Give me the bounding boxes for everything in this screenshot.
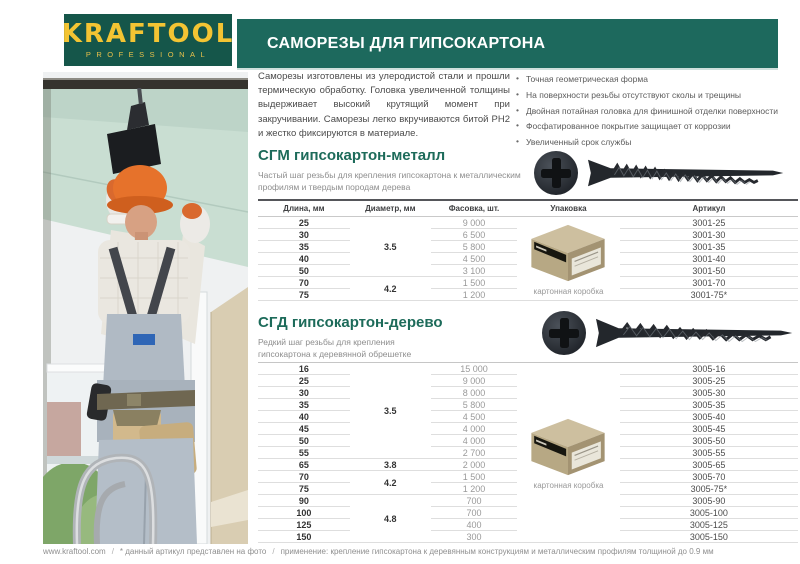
- website-link[interactable]: www.kraftool.com: [43, 547, 106, 556]
- window-sill: [47, 364, 111, 372]
- table-row: 55 2 700 3005-55: [258, 447, 798, 459]
- feature-item: • На поверхности резьбы отсутствуют сколы и трещины: [516, 90, 798, 100]
- phillips-cross-icon: [552, 158, 561, 188]
- intro-paragraph: Саморезы изготовлены из улеродистой стали и прошли термическую обработку. Головка увеличенной толщины выдерживает высокий крутящий момент при закручивании. Саморезы легко вкручиваются битой PH2 и жестко фиксируются в материале.: [258, 71, 510, 139]
- table-row: 45 4 000 3005-45: [258, 423, 798, 435]
- table-row: 75 1 200 3001-75*: [258, 289, 798, 301]
- table-row: 75 1 200 3005-75*: [258, 483, 798, 495]
- worker-photo: [43, 72, 248, 544]
- sgd-table: [258, 362, 798, 543]
- table-row: 65 3.8 2 000 3005-65: [258, 459, 798, 471]
- table-row: 30 6 500 3001-30: [258, 229, 798, 241]
- feature-item: • Двойная потайная головка для финишной отделки поверхности: [516, 106, 798, 116]
- section-title-sgd: СГД гипсокартон-дерево: [258, 314, 443, 331]
- brand-logo: [61, 14, 235, 66]
- table-row: 35 5 800 3001-35: [258, 241, 798, 253]
- brand-tagline: PROFESSIONAL: [85, 50, 211, 59]
- table-row: 30 8 000 3005-30: [258, 387, 798, 399]
- screw-head-image: [534, 151, 578, 195]
- table-row: 16 3.5 15 000 картонная коробка 3005-16: [258, 363, 798, 375]
- sgm-table: [258, 199, 798, 301]
- table-header-row: [258, 200, 798, 217]
- overalls-bib: [103, 314, 185, 388]
- section-title-sgm: СГМ гипсокартон-металл: [258, 147, 446, 164]
- col-header-packing: Фасовка, шт.: [431, 200, 517, 217]
- package-caption: картонная коробка: [533, 480, 604, 490]
- page-title-bar: [237, 19, 778, 70]
- footer-separator: /: [272, 547, 275, 556]
- ceiling-track: [43, 80, 248, 89]
- feature-item: • Фосфатированное покрытие защищает от коррозии: [516, 121, 798, 131]
- col-header-sku: Артикул: [620, 200, 798, 217]
- package-caption: картонная коробка: [533, 286, 604, 296]
- table-row: 50 3 100 3001-50: [258, 265, 798, 277]
- table-row: 35 5 800 3005-35: [258, 399, 798, 411]
- col-header-length: Длина, мм: [258, 200, 350, 217]
- footer-note-photo: * данный артикул представлен на фото: [119, 547, 267, 556]
- cardboard-box-image: [524, 222, 612, 284]
- table-row: 90 4.8 700 3005-90: [258, 495, 798, 507]
- features-list: [516, 74, 798, 153]
- table-row: 150 300 3005-150: [258, 531, 798, 543]
- package-cell: [517, 217, 620, 301]
- col-header-package: Упаковка: [517, 200, 620, 217]
- table-row: 50 4 000 3005-50: [258, 435, 798, 447]
- phillips-cross-icon: [560, 318, 569, 348]
- section-subtitle-sgd: Редкий шаг резьбы для крепления гипсокартона к деревянной обрешетке: [258, 337, 412, 359]
- cardboard-box-image: [524, 416, 612, 478]
- col-header-diameter: Диаметр, мм: [350, 200, 431, 217]
- feature-item: • Точная геометрическая форма: [516, 74, 798, 84]
- feature-item: • Увеличенный срок службы: [516, 137, 798, 147]
- screw-head-image: [542, 311, 586, 355]
- page-title: САМОРЕЗЫ ДЛЯ ГИПСОКАРТОНА: [267, 34, 546, 52]
- table-row: 125 400 3005-125: [258, 519, 798, 531]
- building: [47, 402, 81, 456]
- table-row: 25 3.5 9 000 картонная коробка 3001-25: [258, 217, 798, 229]
- page-footer: [43, 547, 778, 556]
- screw-side-image: [596, 313, 796, 353]
- table-row: 25 9 000 3005-25: [258, 375, 798, 387]
- package-cell: [517, 363, 620, 543]
- bib-pocket-label: [133, 334, 155, 345]
- table-row: 100 700 3005-100: [258, 507, 798, 519]
- table-row: 70 4.2 1 500 3005-70: [258, 471, 798, 483]
- screw-side-image: [588, 153, 788, 193]
- table-row: 40 4 500 3005-40: [258, 411, 798, 423]
- table-row: 70 4.2 1 500 3001-70: [258, 277, 798, 289]
- table-row: 40 4 500 3001-40: [258, 253, 798, 265]
- footer-note-application: применение: крепление гипсокартона к деревянным конструкциям и металлическим профилям толщиной до 0.9 мм: [280, 547, 714, 556]
- footer-separator: /: [111, 547, 114, 556]
- brand-name: KRAFTOOL: [61, 19, 235, 49]
- section-subtitle-sgm: Частый шаг резьбы для крепления гипсокартона к металлическим профилям и твердым породам дерева: [258, 170, 521, 192]
